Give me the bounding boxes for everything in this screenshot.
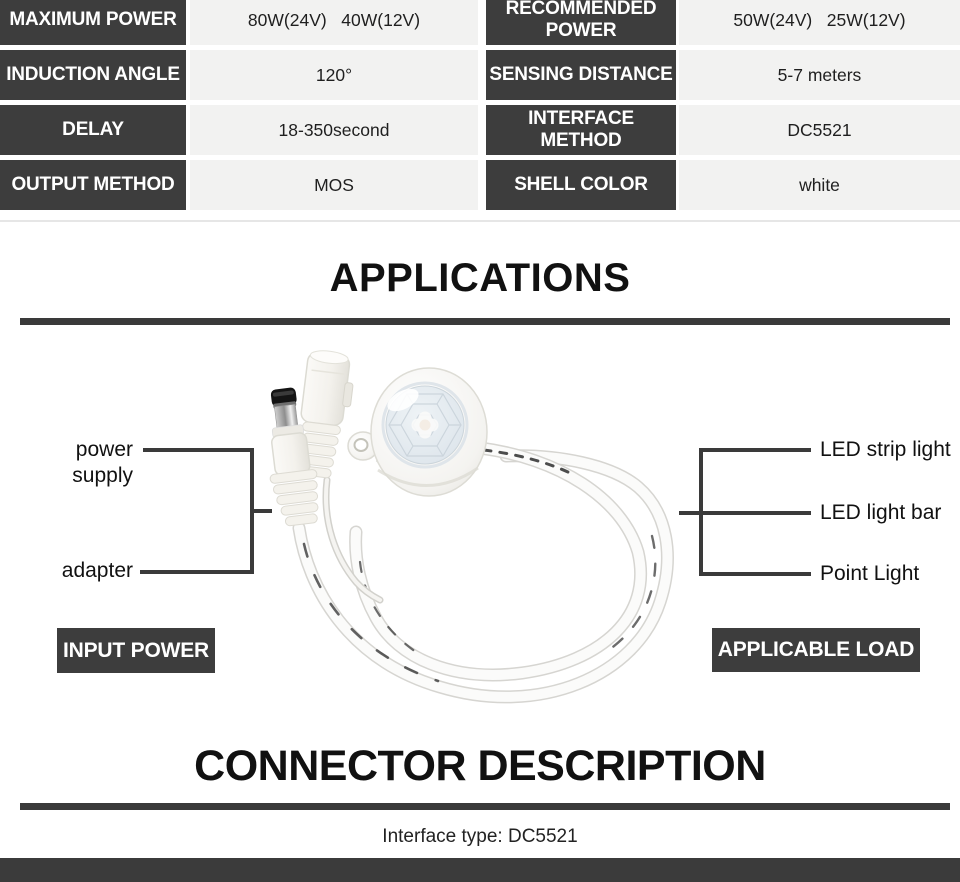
callout-label-led-strip-light: LED strip light: [820, 438, 951, 461]
spec-label-cell: RECOMMENDED POWER: [486, 0, 676, 45]
table-row: [0, 0, 960, 45]
section-divider: [20, 318, 950, 325]
section-divider: [20, 803, 950, 810]
spec-value-cell: white: [679, 160, 960, 210]
table-bottom-hairline: [0, 220, 960, 222]
spec-value-cell: 50W(24V) 25W(12V): [679, 0, 960, 45]
callout-label-power-supply: power supply: [72, 438, 133, 487]
table-row: [0, 105, 960, 155]
callout-line: [143, 448, 253, 452]
spec-label-cell: INTERFACE METHOD: [486, 105, 676, 155]
callout-line: [699, 448, 811, 452]
input-power-tag: INPUT POWER: [57, 628, 215, 673]
spec-value-cell: 120°: [190, 50, 478, 100]
spec-label-cell: INDUCTION ANGLE: [0, 50, 186, 100]
spec-value-cell: DC5521: [679, 105, 960, 155]
spec-label-cell: OUTPUT METHOD: [0, 160, 186, 210]
interface-type-text: Interface type: DC5521: [382, 826, 578, 847]
callout-line: [699, 572, 811, 576]
spec-label-cell: SENSING DISTANCE: [486, 50, 676, 100]
spec-table: [0, 0, 960, 210]
table-row: [0, 50, 960, 100]
spec-value-cell: 80W(24V) 40W(12V): [190, 0, 478, 45]
callout-label-adapter: adapter: [61, 559, 133, 582]
spec-value-cell: 5-7 meters: [679, 50, 960, 100]
applications-title: APPLICATIONS: [329, 256, 631, 300]
applicable-load-tag: APPLICABLE LOAD: [712, 628, 920, 672]
callout-line: [140, 570, 254, 574]
callout-line: [250, 509, 272, 513]
spec-label-cell: MAXIMUM POWER: [0, 0, 186, 45]
callout-line: [679, 511, 701, 515]
callout-line: [699, 511, 811, 515]
spec-label-cell: SHELL COLOR: [486, 160, 676, 210]
spec-value-cell: 18-350second: [190, 105, 478, 155]
bottom-band: [0, 858, 960, 882]
callout-label-led-light-bar: LED light bar: [820, 501, 942, 524]
table-row: [0, 160, 960, 210]
spec-label-cell: DELAY: [0, 105, 186, 155]
connector-description-title: CONNECTOR DESCRIPTION: [194, 742, 766, 790]
callout-label-point-light: Point Light: [820, 562, 920, 585]
spec-value-cell: MOS: [190, 160, 478, 210]
pir-sensor-art: [348, 368, 487, 496]
